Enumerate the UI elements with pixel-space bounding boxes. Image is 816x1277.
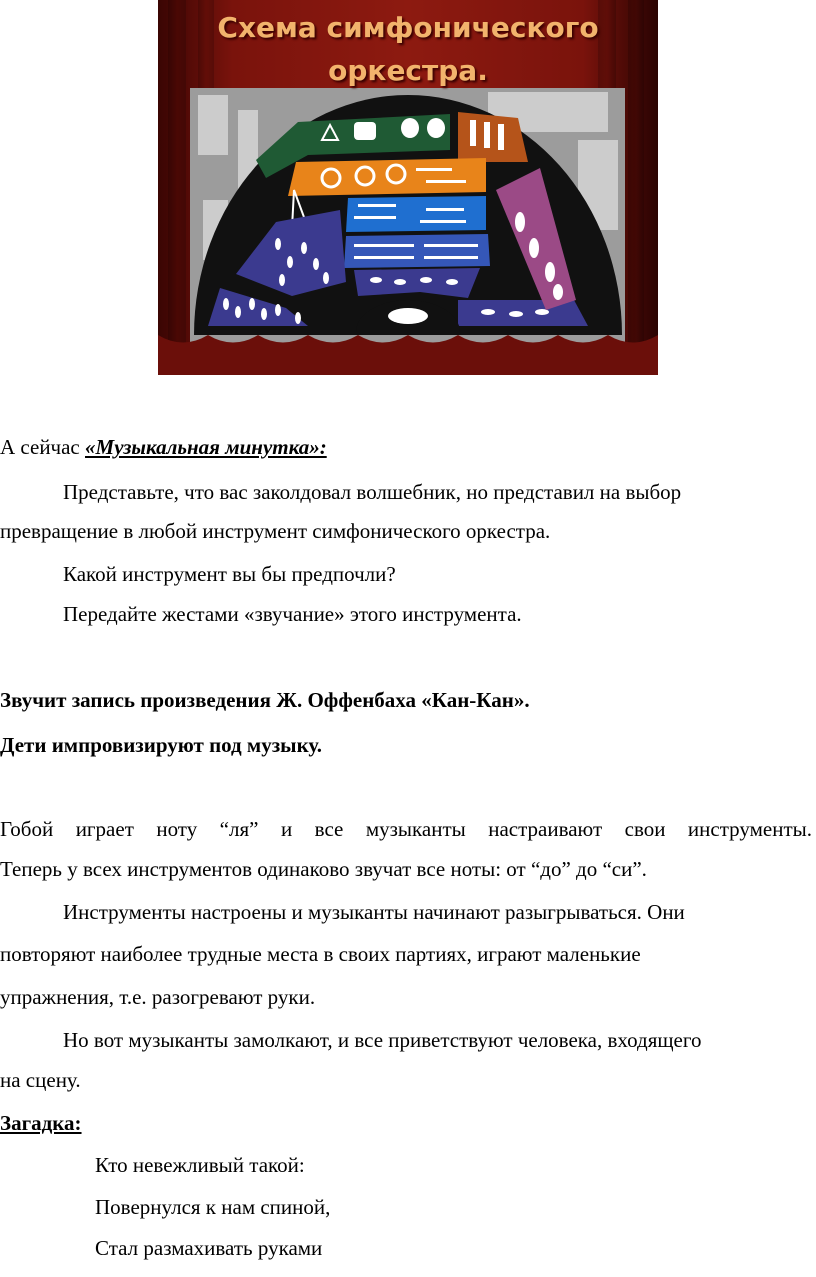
woodwind-section xyxy=(346,196,486,232)
orchestra-scheme-figure xyxy=(158,0,658,375)
paragraph-5-line-3: упражнения, т.е. разогревают руки. xyxy=(0,985,316,1009)
bold-line-2: Дети импровизируют под музыку. xyxy=(0,733,323,757)
paragraph-6-line-1: Но вот музыканты замолкают, и все приветствуют человека, входящего xyxy=(63,1028,702,1052)
paragraph-5-line-1: Инструменты настроены и музыканты начинают разыгрываться. Они xyxy=(63,900,685,924)
timpani-icon xyxy=(427,118,445,138)
cellos-section xyxy=(458,300,588,326)
riddle-line-3: Стал размахивать руками xyxy=(95,1236,323,1260)
paragraph-1-line-2: превращение в любой инструмент симфонического оркестра. xyxy=(0,519,551,543)
intro-line xyxy=(0,435,812,459)
figure-title-line1: Схема симфонического xyxy=(217,11,599,44)
intro-title: «Музыкальная минутка»: xyxy=(85,435,327,459)
conductor-podium-icon xyxy=(388,308,428,324)
drum-icon xyxy=(354,122,376,140)
paragraph-4-line-2: Теперь у всех инструментов одинаково звучат все ноты: от “до” до “си”. xyxy=(0,857,647,881)
riddle-line-1: Кто невежливый такой: xyxy=(95,1153,305,1177)
paragraph-2: Какой инструмент вы бы предпочли? xyxy=(63,562,396,586)
figure-title-line2: оркестра. xyxy=(328,54,488,87)
clarinet-section xyxy=(344,234,490,268)
paragraph-6-line-2: на сцену. xyxy=(0,1068,81,1092)
paragraph-1-line-1: Представьте, что вас заколдовал волшебник, но представил на выбор xyxy=(63,480,682,504)
tuba-icon xyxy=(470,120,504,150)
paragraph-3: Передайте жестами «звучание» этого инструмента. xyxy=(63,602,522,626)
intro-prefix: А сейчас xyxy=(0,435,86,459)
paragraph-4-line-1: Гобой играет ноту “ля” и все музыканты настраивают свои инструменты. xyxy=(0,817,812,841)
timpani-icon xyxy=(401,118,419,138)
riddle-label: Загадка: xyxy=(0,1111,82,1135)
paragraph-5-line-2: повторяют наиболее трудные места в своих партиях, играют маленькие xyxy=(0,942,641,966)
bold-line-1: Звучит запись произведения Ж. Оффенбаха «Кан-Кан». xyxy=(0,688,530,712)
tuba-section xyxy=(458,112,528,162)
riddle-line-2: Повернулся к нам спиной, xyxy=(95,1195,331,1219)
